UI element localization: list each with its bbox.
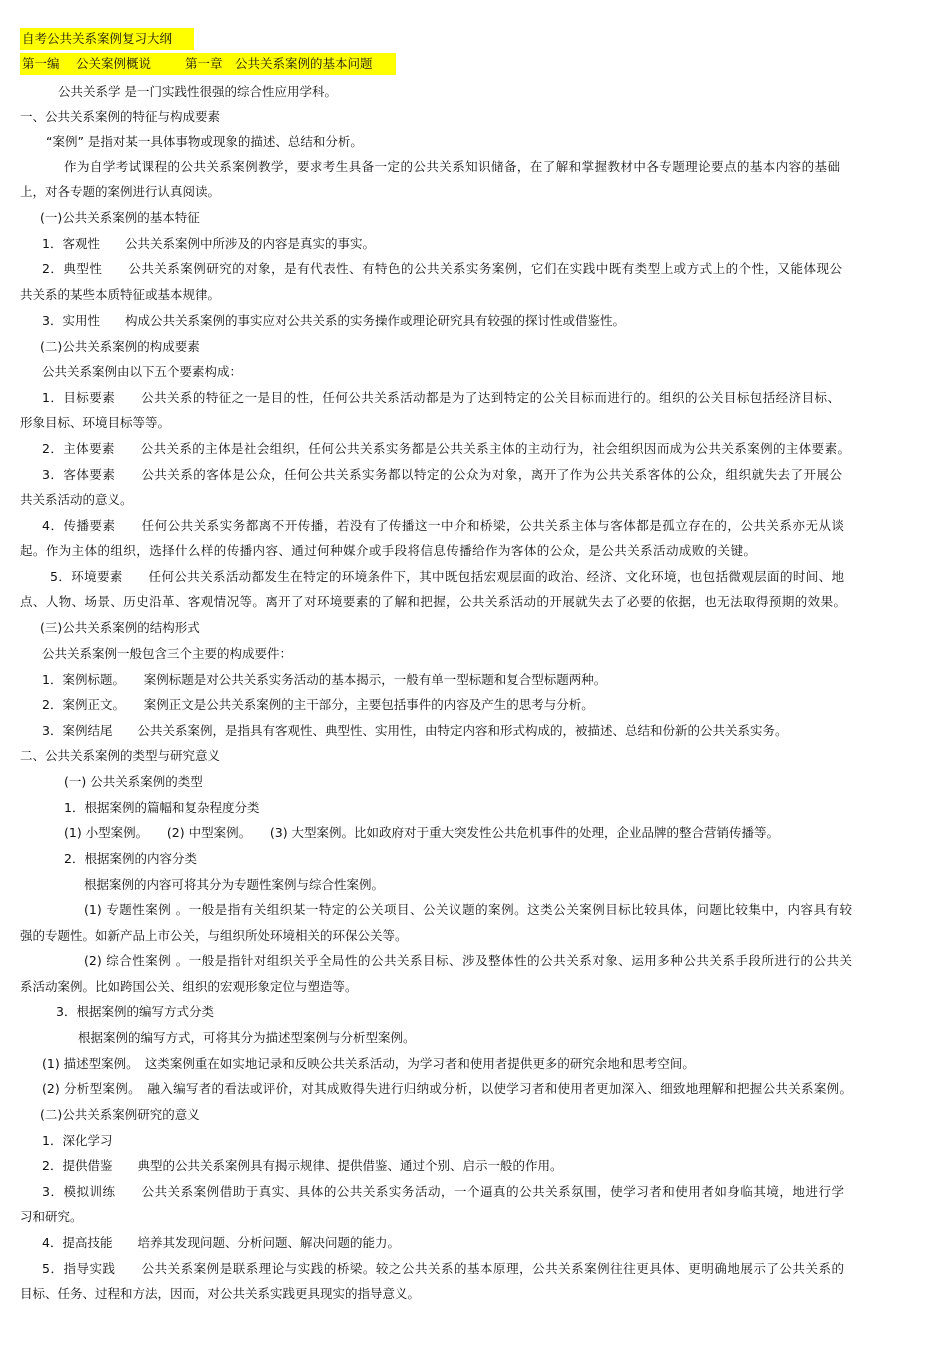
subsection-heading: (二)公共关系案例研究的意义: [40, 1107, 200, 1122]
list-item-cont: 点、人物、场景、历史沿革、客观情况等。离开了对环境要素的了解和把握，公共关系活动的开展就失去了必要的依据，也无法取得预期的效果。: [20, 594, 846, 609]
list-item: 3．实用性 构成公共关系案例的事实应对公共关系的实务操作或理论研究具有较强的探讨性或借鉴性。: [42, 313, 625, 328]
list-item: (2) 分析型案例。 融入编写者的看法或评价，对其成败得失进行归纳或分析，以使学习者和使用者更加深入、细致地理解和把握公共关系案例。: [42, 1081, 852, 1096]
list-item: 5．指导实践 公共关系案例是联系理论与实践的桥梁。较之公共关系的基本原理，公共关系案例往往更具体、更明确地展示了公共关系的: [42, 1261, 844, 1276]
paragraph-line: “案例” 是指对某一具体事物或现象的描述、总结和分析。: [46, 134, 363, 149]
list-item: 2．典型性 公共关系案例研究的对象，是有代表性、有特色的公共关系实务案例，它们在实践中既有类型上或方式上的个性，又能体现公: [42, 261, 842, 276]
document-title: [20, 28, 194, 50]
list-item: 4．传播要素 任何公共关系实务都离不开传播，若没有了传播这一中介和桥梁，公共关系主体与客体都是孤立存在的，公共关系亦无从谈: [42, 518, 844, 533]
section-heading-1: 一、公共关系案例的特征与构成要素: [20, 109, 221, 124]
list-item-cont: 目标、任务、过程和方法，因而，对公共关系实践更具现实的指导意义。: [20, 1286, 421, 1301]
list-item-cont: 共关系活动的意义。: [20, 492, 133, 507]
part-heading: 第一编 公关案例概说: [22, 56, 151, 71]
list-item: 4．提高技能 培养其发现问题、分析问题、解决问题的能力。: [42, 1235, 400, 1250]
paragraph-line: 根据案例的编写方式，可将其分为描述型案例与分析型案例。: [78, 1030, 416, 1045]
list-item: 1．客观性 公共关系案例中所涉及的内容是真实的事实。: [42, 236, 375, 251]
paragraph-line: 公共关系案例一般包含三个主要的构成要件：: [42, 646, 293, 661]
list-item: (1) 描述型案例。 这类案例重在如实地记录和反映公共关系活动，为学习者和使用者提供更多的研究余地和思考空间。: [42, 1056, 695, 1071]
list-item: 3．案例结尾 公共关系案例，是指具有客观性、典型性、实用性，由特定内容和形式构成的，被描述、总结和份新的公共关系实务。: [42, 723, 788, 738]
subsection-heading: (一) 公共关系案例的类型: [64, 774, 203, 789]
list-item: 2．主体要素 公共关系的主体是社会组织，任何公共关系实务都是公共关系主体的主动行为，社会组织因而成为公共关系案例的主体要素。: [42, 441, 850, 456]
intro-line: 公共关系学 是一门实践性很强的综合性应用学科。: [58, 84, 337, 99]
list-item-cont: 习和研究。: [20, 1209, 83, 1224]
subsection-heading: (二)公共关系案例的构成要素: [40, 339, 200, 354]
paragraph-line: 根据案例的内容可将其分为专题性案例与综合性案例。: [84, 877, 385, 892]
list-item: 3．根据案例的编写方式分类: [56, 1004, 214, 1019]
subsection-heading: (一)公共关系案例的基本特征: [40, 210, 200, 225]
list-item-cont: 形象目标、环境目标等等。: [20, 415, 171, 430]
list-item-cont: 系活动案例。比如跨国公关、组织的宏观形象定位与塑造等。: [20, 979, 358, 994]
subsection-heading: (三)公共关系案例的结构形式: [40, 620, 200, 635]
list-item: 2．案例正文。 案例正文是公共关系案例的主干部分，主要包括事件的内容及产生的思考与分析。: [42, 697, 594, 712]
list-item-cont: 起。作为主体的组织，选择什么样的传播内容、通过何种媒介或手段将信息传播给作为客体的公众，是公共关系活动成败的关键。: [20, 543, 756, 558]
chapter-heading: [20, 53, 396, 75]
list-item: 3．模拟训练 公共关系案例借助于真实、具体的公共关系实务活动，一个逼真的公共关系氛围，使学习者和使用者如身临其境，地进行学: [42, 1184, 844, 1199]
list-item: 2．提供借鉴 典型的公共关系案例具有揭示规律、提供借鉴、通过个别、启示一般的作用。: [42, 1158, 563, 1173]
list-item: 3．客体要素 公共关系的客体是公众，任何公共关系实务都以特定的公众为对象，离开了作为公共关系客体的公众，组织就失去了开展公: [42, 467, 842, 482]
list-item: 1．深化学习: [42, 1133, 113, 1148]
list-item: (1) 小型案例。 (2) 中型案例。 (3) 大型案例。比如政府对于重大突发性公共危机事件的处理，企业品牌的整合营销传播等。: [64, 825, 780, 840]
section-heading-2: 二、公共关系案例的类型与研究意义: [20, 748, 221, 763]
title-text: 自考公共关系案例复习大纲: [22, 31, 173, 46]
list-item: 1．案例标题。 案例标题是对公共关系实务活动的基本揭示，一般有单一型标题和复合型标题两种。: [42, 672, 607, 687]
paragraph-line: 作为自学考试课程的公共关系案例教学，要求考生具备一定的公共关系知识储备，在了解和掌握教材中各专题理论要点的基本内容的基础: [64, 159, 840, 174]
list-item-cont: 共关系的某些本质特征或基本规律。: [20, 287, 221, 302]
list-item-cont: 强的专题性。如新产品上市公关，与组织所处环境相关的环保公关等。: [20, 928, 408, 943]
paragraph-line: 公共关系案例由以下五个要素构成：: [42, 364, 243, 379]
list-item: 1．根据案例的篇幅和复杂程度分类: [64, 800, 260, 815]
list-item: 2．根据案例的内容分类: [64, 851, 197, 866]
list-item: 1．目标要素 公共关系的特征之一是目的性，任何公共关系活动都是为了达到特定的公关目标而进行的。组织的公关目标包括经济目标、: [42, 390, 840, 405]
list-item: 5．环境要素 任何公共关系活动都发生在特定的环境条件下，其中既包括宏观层面的政治、经济、文化环境，也包括微观层面的时间、地: [50, 569, 844, 584]
list-item: (1) 专题性案例 。一般是指有关组织某一特定的公关项目、公关议题的案例。这类公关案例目标比较具体，问题比较集中，内容具有较: [84, 902, 852, 917]
chapter-title: 第一章 公共关系案例的基本问题: [184, 56, 373, 71]
paragraph-line: 上，对各专题的案例进行认真阅读。: [20, 184, 221, 199]
list-item: (2) 综合性案例 。一般是指针对组织关乎全局性的公共关系目标、涉及整体性的公共关系对象、运用多种公共关系手段所进行的公共关: [84, 953, 852, 968]
